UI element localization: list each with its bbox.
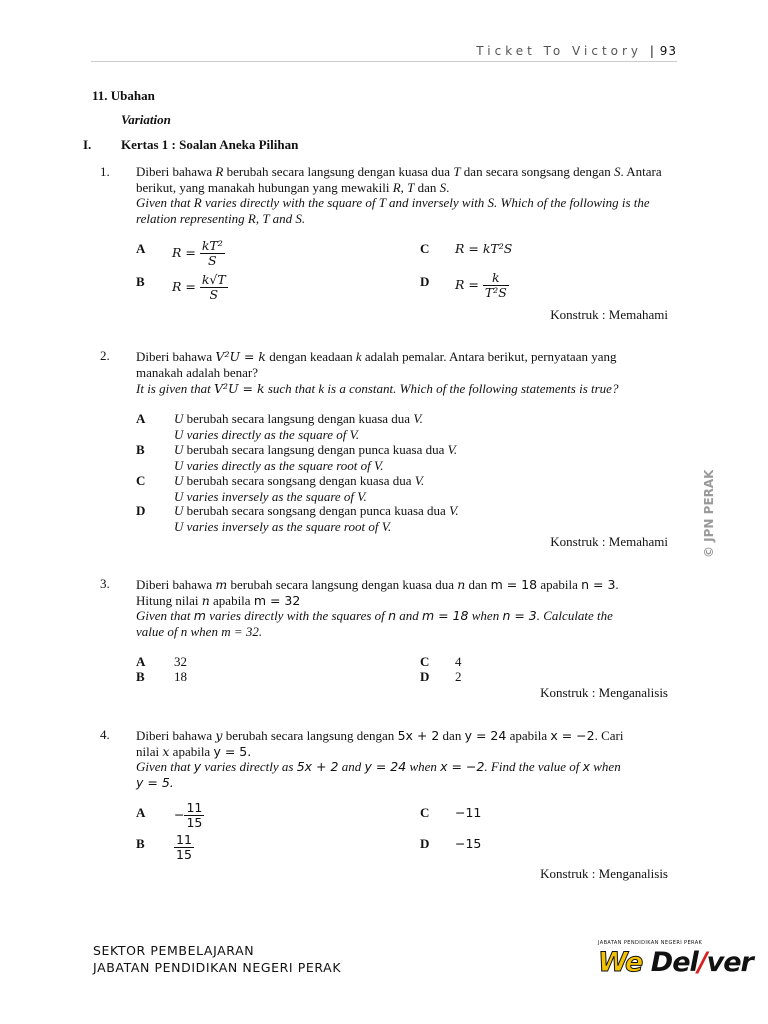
header-title: Ticket To Victory xyxy=(476,44,643,58)
option-label: A xyxy=(136,411,146,426)
option-label: C xyxy=(136,473,146,488)
option-label: A xyxy=(136,241,146,256)
paper-roman: I. xyxy=(83,137,92,152)
option-4c-value: −11 xyxy=(455,805,482,820)
option-1d-expr: R = $\frac{k}{\text{T²S}}$ xyxy=(455,270,507,300)
konstruk-label: Konstruk : Memahami xyxy=(550,307,668,322)
option-3b-value: 18 xyxy=(174,669,187,684)
option-label: A xyxy=(136,654,146,669)
running-header xyxy=(476,44,677,58)
option-4a-value: − $\frac{11}{15}$ xyxy=(174,800,203,830)
option-4b-value: $\frac{11}{15}$ xyxy=(176,832,192,862)
option-label: D xyxy=(136,503,146,518)
question-4-malay: Diberi bahawa y berubah secara langsung dengan 5x + 2 dan y = 24 apabila x = −2. Cari nilai x apabila y = 5. xyxy=(136,728,624,759)
option-label: C xyxy=(420,654,430,669)
paper-title: Kertas 1 : Soalan Aneka Pilihan xyxy=(121,137,299,152)
question-number: 1. xyxy=(100,164,110,179)
question-1-malay: Diberi bahawa R berubah secara langsung dengan kuasa dua T dan secara songsang dengan S. Antara berikut, yang manakah hubungan yang mewakili R, T dan S. xyxy=(136,164,662,195)
footer-line-2: JABATAN PENDIDIKAN NEGERI PERAK xyxy=(93,960,342,975)
option-label: C xyxy=(420,241,430,256)
option-2a-english: U varies directly as the square of V. xyxy=(174,427,360,442)
option-label: A xyxy=(136,805,146,820)
option-3a-value: 32 xyxy=(174,654,187,669)
option-label: B xyxy=(136,442,145,457)
header-rule xyxy=(91,61,677,62)
option-2a-malay: U berubah secara langsung dengan kuasa dua V. xyxy=(174,411,423,426)
page-number: | 93 xyxy=(649,44,677,58)
watermark-text: © JPN PERAK xyxy=(702,470,716,558)
section-heading: 11. Ubahan xyxy=(92,88,155,103)
option-2b-english: U varies directly as the square root of V. xyxy=(174,458,384,473)
option-2c-english: U varies inversely as the square of V. xyxy=(174,489,367,504)
option-1a-expr: R = $\frac{\text{kT²}}{S}$ xyxy=(172,238,223,268)
logo-caption: JABATAN PENDIDIKAN NEGERI PERAK xyxy=(598,940,703,946)
option-2b-malay: U berubah secara langsung dengan punca kuasa dua V. xyxy=(174,442,458,457)
option-label: D xyxy=(420,836,430,851)
option-1c-expr: R = kT²S xyxy=(455,241,513,256)
footer-line-1: SEKTOR PEMBELAJARAN xyxy=(93,943,255,958)
option-label: B xyxy=(136,836,145,851)
question-3-malay: Diberi bahawa m berubah secara langsung dengan kuasa dua n dan m = 18 apabila n = 3. Hitung nilai n apabila m = 32 xyxy=(136,577,619,608)
question-3-english: Given that m varies directly with the squares of n and m = 18 when n = 3. Calculate the value of n when m = 32. xyxy=(136,608,613,639)
section-subtitle: Variation xyxy=(121,112,171,127)
we-deliver-logo: We Del/ver xyxy=(598,947,753,978)
option-2d-malay: U berubah secara songsang dengan punca kuasa dua V. xyxy=(174,503,459,518)
konstruk-label: Konstruk : Menganalisis xyxy=(540,866,668,881)
option-3c-value: 4 xyxy=(455,654,462,669)
option-label: B xyxy=(136,274,145,289)
option-3d-value: 2 xyxy=(455,669,462,684)
question-2-malay: Diberi bahawa V²U = k dengan keadaan k adalah pemalar. Antara berikut, pernyataan yang manakah adalah benar? xyxy=(136,349,617,380)
option-label: B xyxy=(136,669,145,684)
konstruk-label: Konstruk : Menganalisis xyxy=(540,685,668,700)
option-1b-expr: R = $\frac{k√T}{S}$ xyxy=(172,272,226,302)
question-number: 4. xyxy=(100,727,110,742)
question-2-english: It is given that V²U = k such that k is a constant. Which of the following statements is true? xyxy=(136,381,619,396)
option-label: D xyxy=(420,669,430,684)
konstruk-label: Konstruk : Memahami xyxy=(550,534,668,549)
option-4d-value: −15 xyxy=(455,836,482,851)
option-2c-malay: U berubah secara songsang dengan kuasa dua V. xyxy=(174,473,425,488)
question-number: 3. xyxy=(100,576,110,591)
question-4-english: Given that y varies directly as 5x + 2 and y = 24 when x = −2. Find the value of x when y = 5. xyxy=(136,759,621,790)
question-1-english: Given that R varies directly with the square of T and inversely with S. Which of the following is the relation representing R, T and S. xyxy=(136,195,650,226)
option-label: C xyxy=(420,805,430,820)
watermark xyxy=(697,470,719,560)
question-number: 2. xyxy=(100,348,110,363)
option-label: D xyxy=(420,274,430,289)
option-2d-english: U varies inversely as the square root of V. xyxy=(174,519,392,534)
